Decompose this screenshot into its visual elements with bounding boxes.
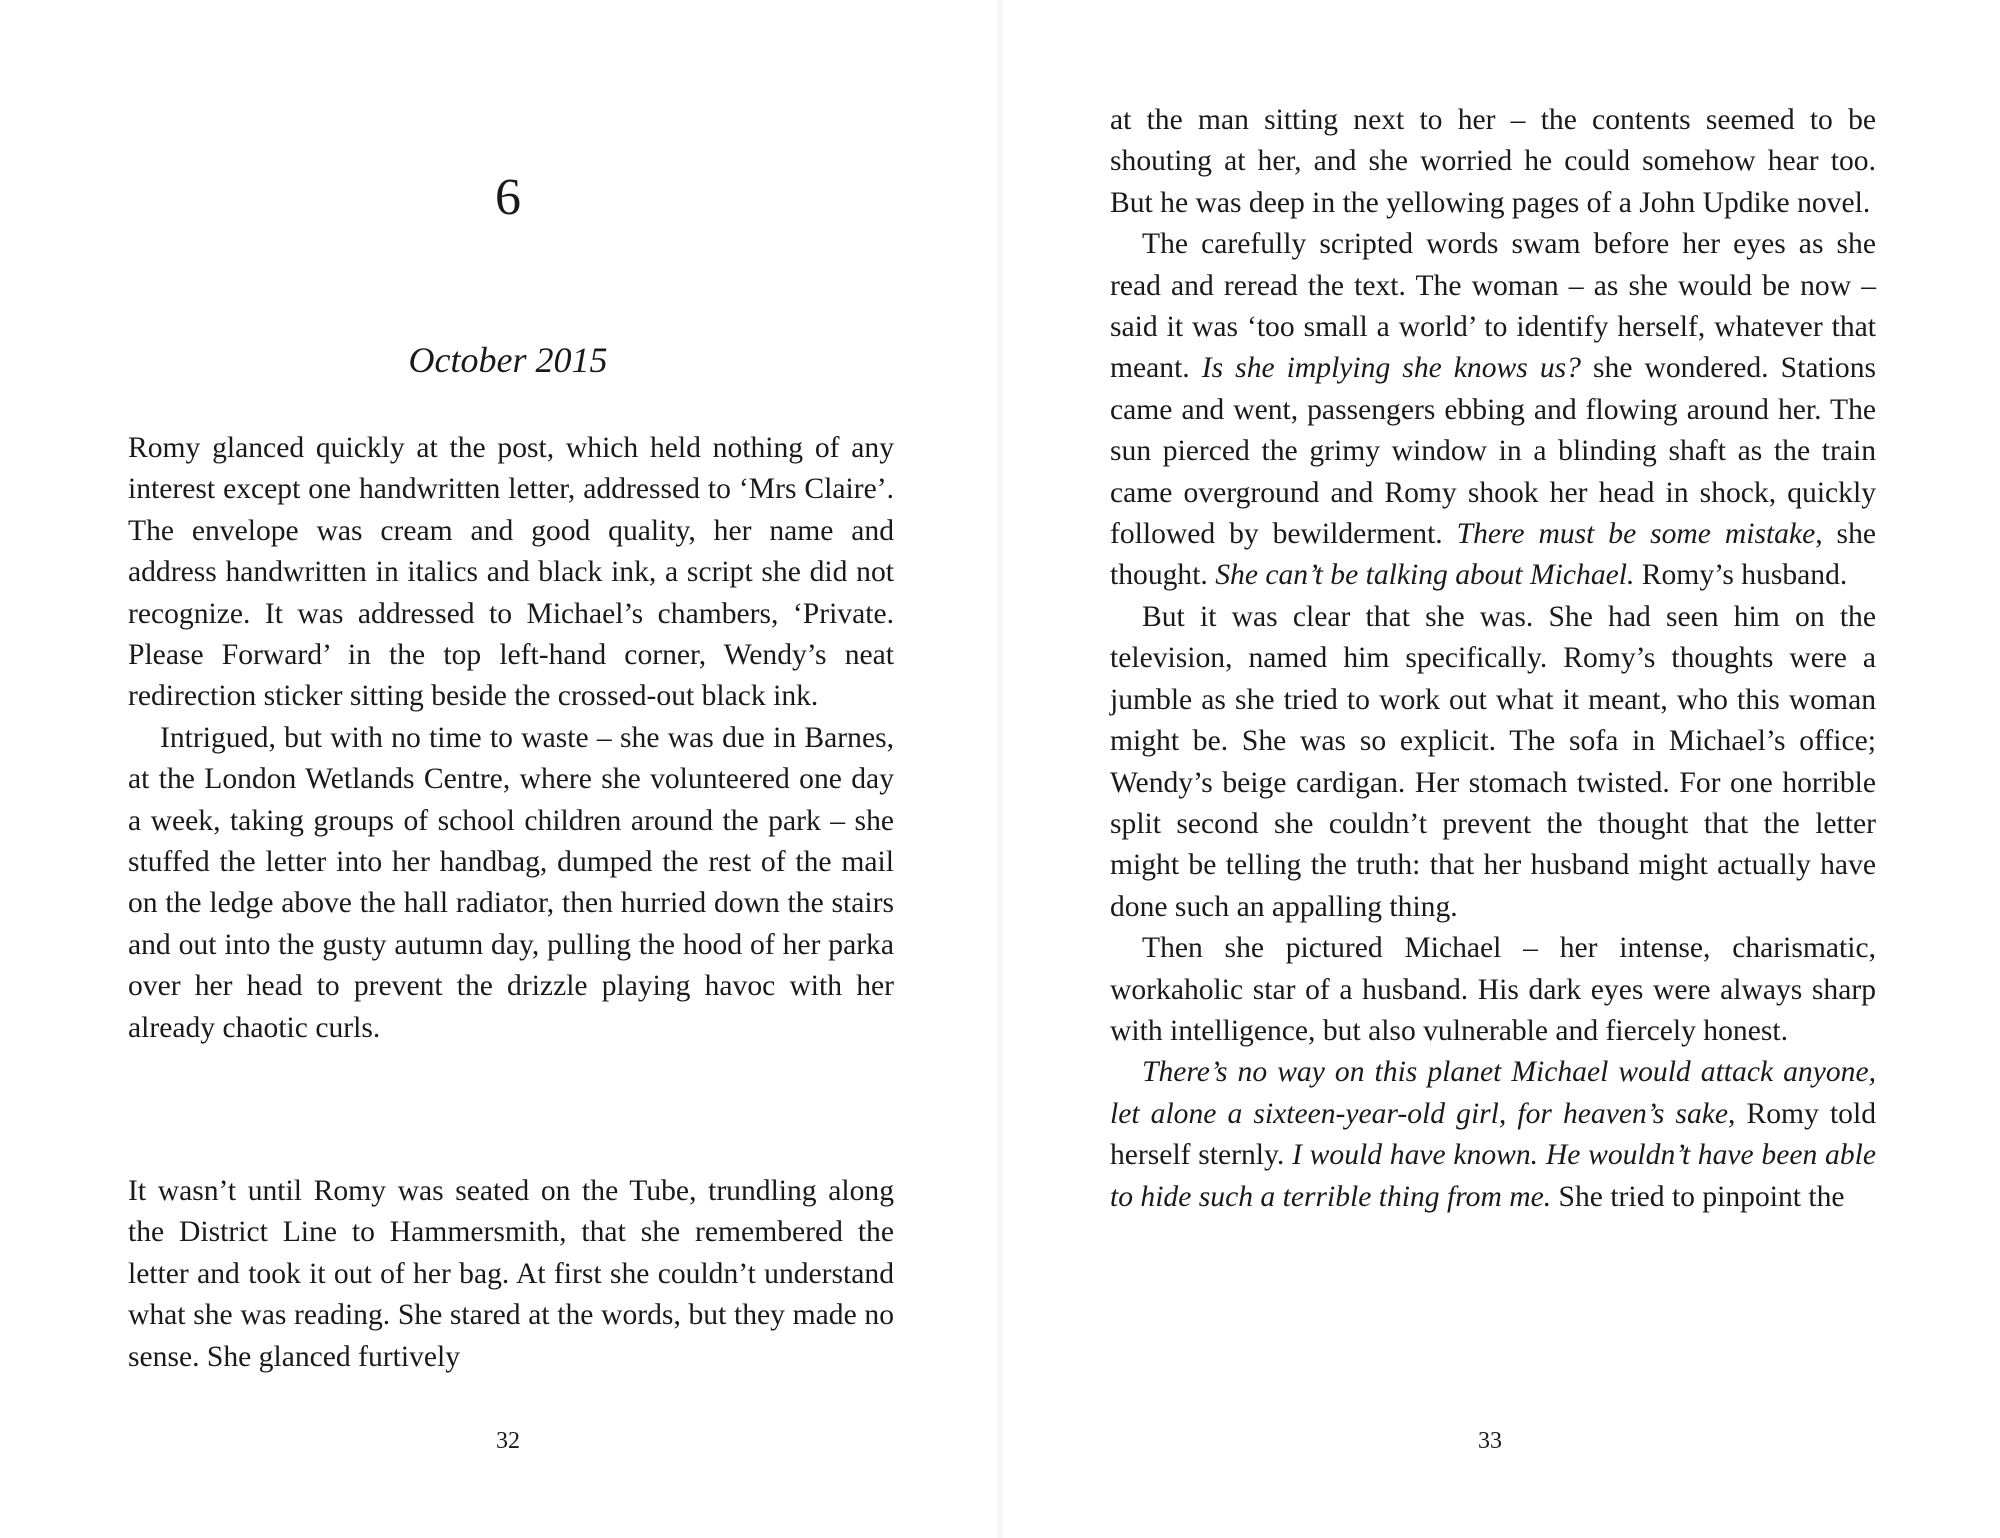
italic-text-run: Is she implying she knows us? — [1201, 352, 1581, 385]
text-run: she wondered. Stations came and went, passengers ebbing and flowing around her. The sun pierced the grimy window in a blinding shaft as the train came overground and Romy shook her head in shock, quickly followed by bewilderment. — [1110, 352, 1877, 551]
chapter-number: 6 — [495, 169, 521, 226]
italic-text-run: There’s no way on this planet Michael would attack anyone, let alone a sixteen-year-old girl, for heaven’s sake — [1110, 1056, 1876, 1130]
italic-text-run: She can’t be talking about Michael. — [1215, 559, 1635, 592]
paragraph: But it was clear that she was. She had seen him on the television, named him specifically. Romy’s thoughts were a jumble as she tried to work out what it meant, who this woman might be. She was so explicit. The sofa in Michael’s office; Wendy’s beige cardigan. Her stomach twisted. For one horrible split second she couldn’t prevent the thought that the letter might be telling the truth: that her husband might actually have done such an appalling thing. — [1110, 600, 1876, 923]
italic-text-run: There must be some mistake — [1456, 518, 1816, 551]
text-run: , Romy told herself sternly. — [1110, 1097, 1876, 1172]
paragraph: Intrigued, but with no time to waste – she was due in Barnes, at the London Wetlands Centre, where she volunteered one day a week, taking groups of school children around the park – she stuffed the letter into her handbag, dumped the rest of the mail on the ledge above the hall radiator, then hurried down the stairs and out into the gusty autumn day, pulling the hood of her parka over her head to prevent the drizzle playing havoc with her already chaotic curls. — [128, 721, 894, 1044]
paragraph — [1110, 1052, 1876, 1218]
right-page — [1000, 0, 2000, 1538]
text-run: The carefully scripted words swam before her eyes as she read and reread the text. The woman – as she would be now – said it was ‘too small a world’ to identify herself, whatever that meant. — [1110, 228, 1876, 385]
left-text-section-2 — [128, 1171, 894, 1378]
page-number-right: 33 — [1478, 1428, 1502, 1454]
right-text-section — [1110, 100, 1876, 1218]
text-run: , she thought. — [1110, 518, 1877, 592]
paragraph: It wasn’t until Romy was seated on the Tube, trundling along the District Line to Hammersmith, that she remembered the letter and took it out of her bag. At first she couldn’t understand what she was reading. She stared at the words, but they made no sense. She glanced furtively — [128, 1175, 894, 1373]
paragraph: at the man sitting next to her – the contents seemed to be shouting at her, and she worried he could somehow hear too. But he was deep in the yellowing pages of a John Updike novel. — [1110, 104, 1876, 219]
text-run: She tried to pinpoint the — [1551, 1180, 1845, 1213]
paragraph: Romy glanced quickly at the post, which held nothing of any interest except one handwritten letter, addressed to ‘Mrs Claire’. The envelope was cream and good quality, her name and address handwritten in italics and black ink, a script she did not recognize. It was addressed to Michael’s chambers, ‘Private. Please Forward’ in the top left-hand corner, Wendy’s neat redirection sticker sitting beside the crossed-out black ink. — [128, 432, 894, 713]
paragraph — [1110, 224, 1876, 597]
italic-text-run: I would have known. He wouldn’t have been able to hide such a terrible thing from me. — [1110, 1139, 1876, 1213]
chapter-date: October 2015 — [408, 340, 608, 380]
paragraph: Then she pictured Michael – her intense, charismatic, workaholic star of a husband. His dark eyes were always sharp with intelligence, but also vulnerable and fiercely honest. — [1110, 932, 1876, 1047]
page-number-left: 32 — [496, 1428, 520, 1454]
text-run: Romy’s husband. — [1634, 559, 1848, 592]
left-text-section-1 — [128, 428, 894, 1049]
